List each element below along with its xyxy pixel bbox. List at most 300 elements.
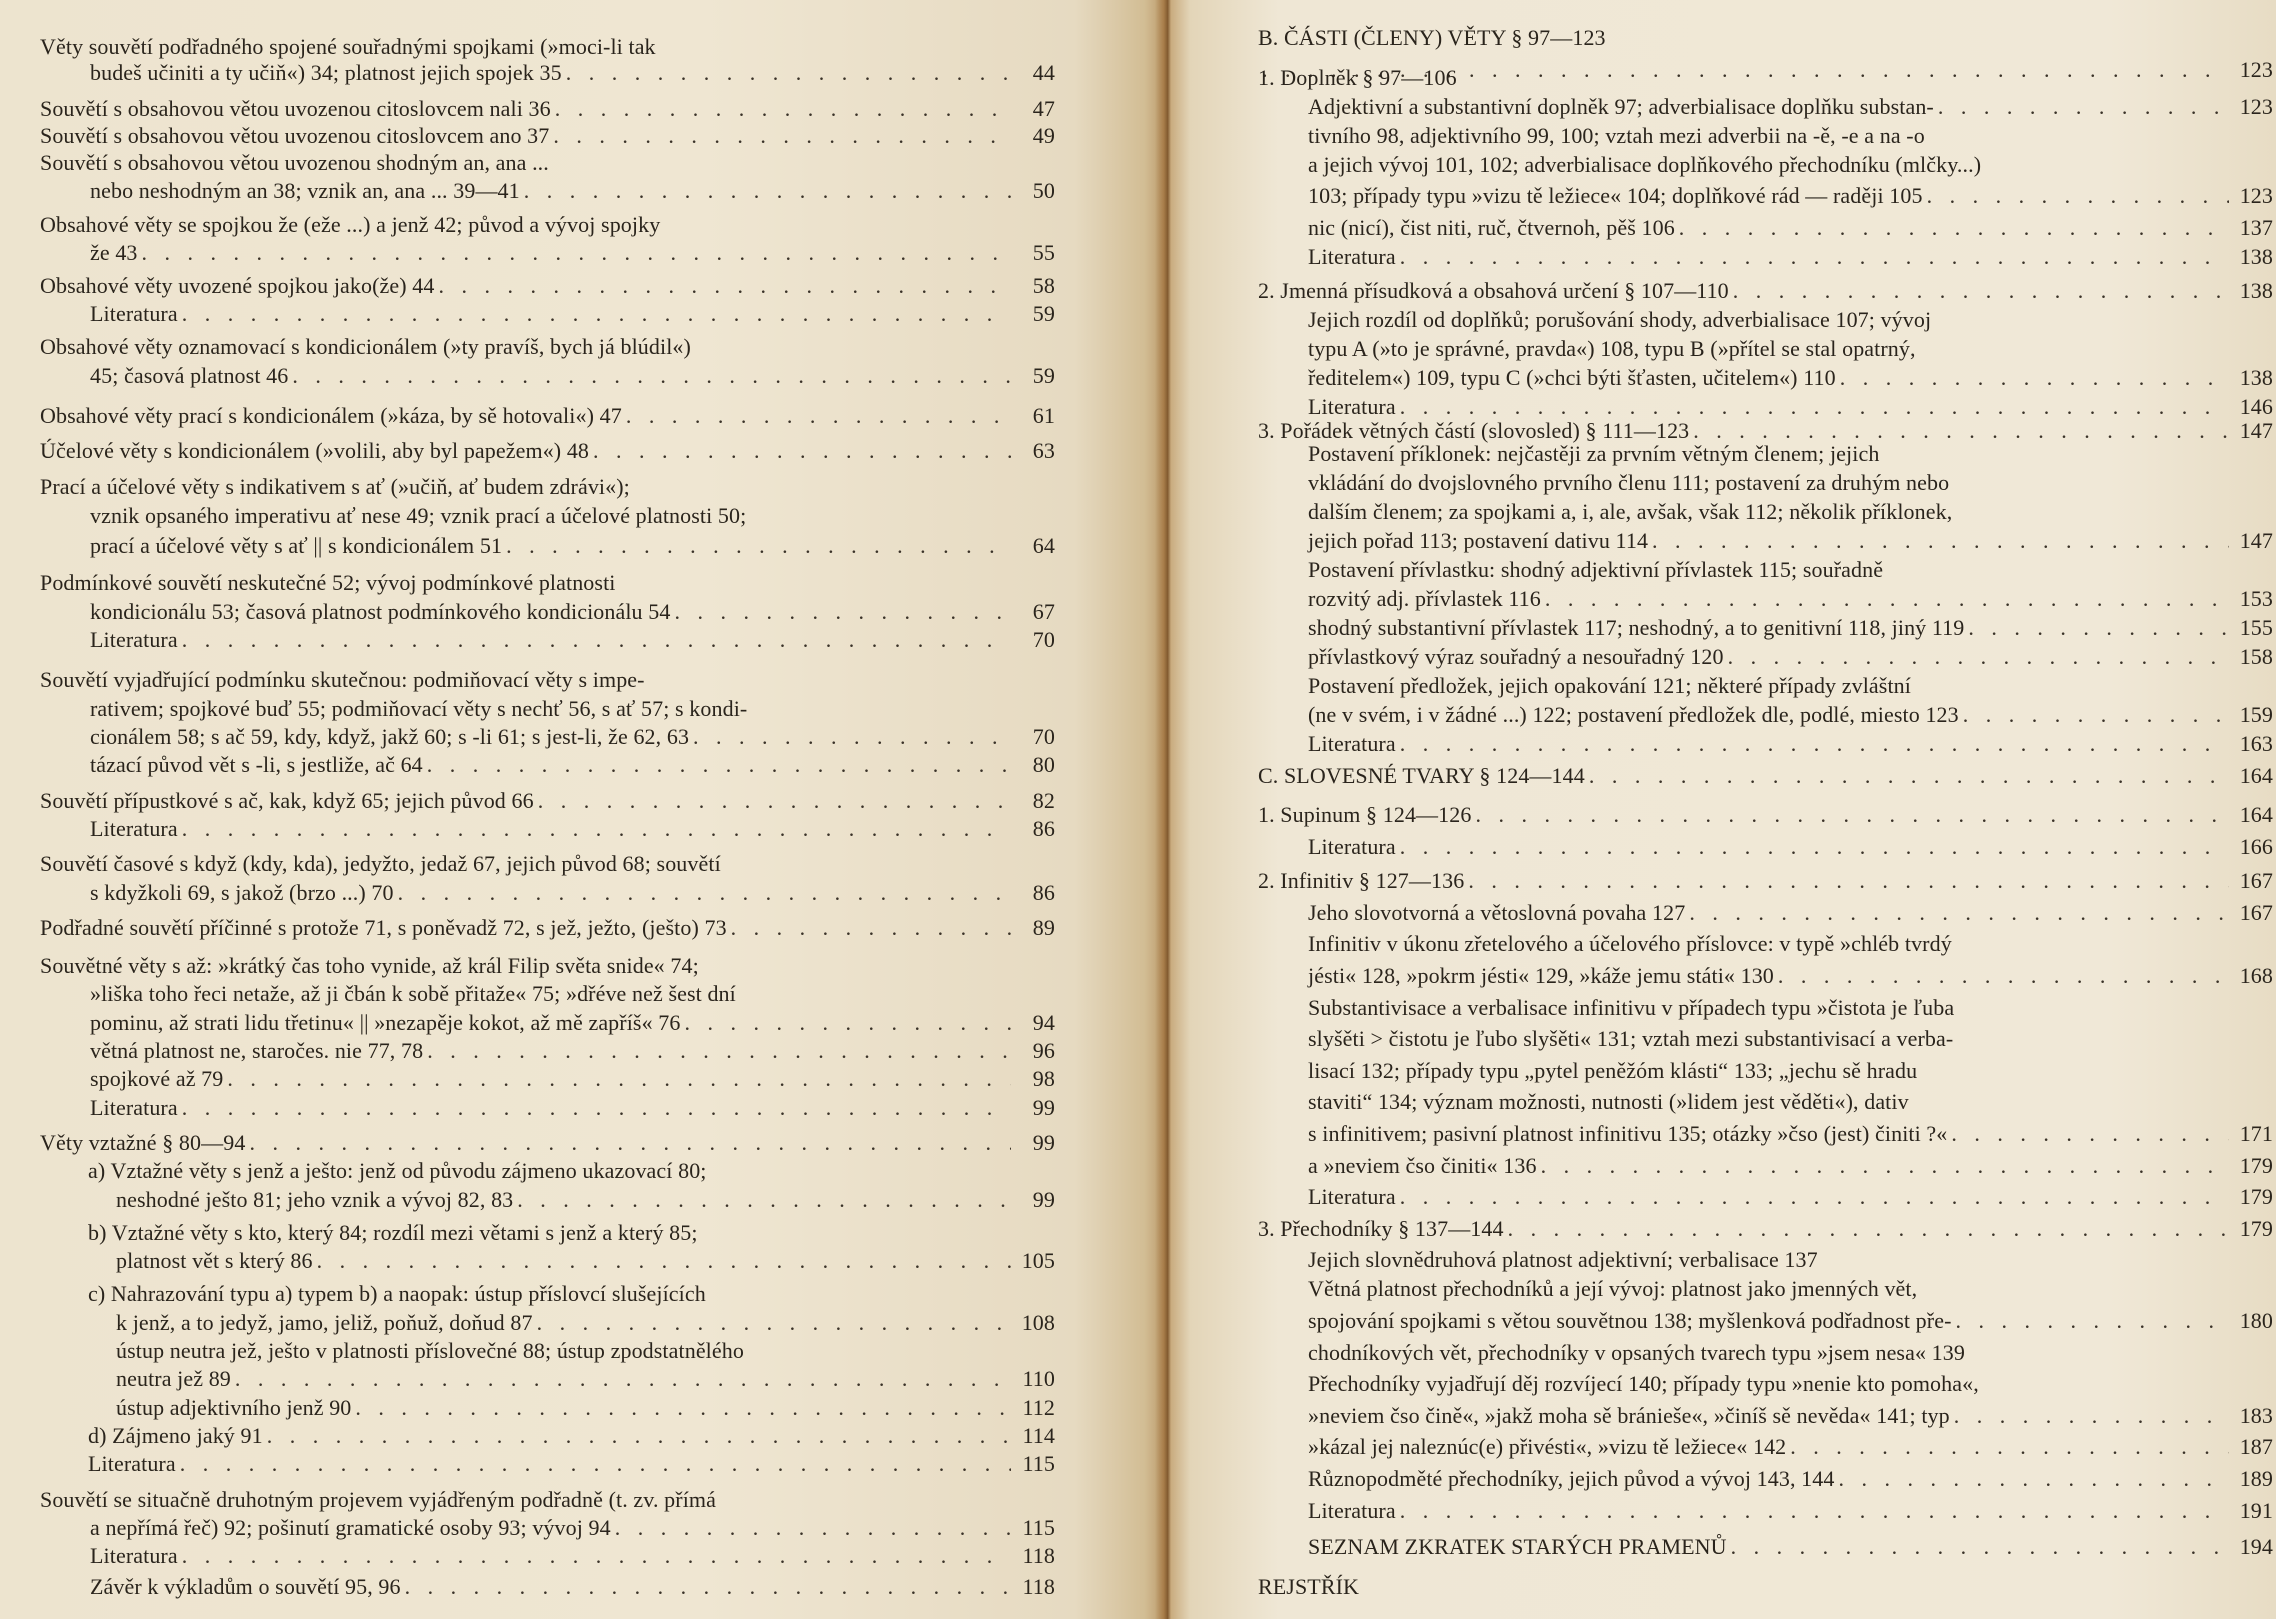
- toc-entry: [40, 1067, 1055, 1091]
- toc-entry-text: Jejich slovnědruhová platnost adjektivní; verbalisace 137: [1308, 1247, 1818, 1272]
- leader-dots: [182, 1544, 1011, 1568]
- leader-dots: [524, 179, 1011, 203]
- toc-entry: [1258, 124, 2273, 148]
- toc-entry-text: shodný substantivní přívlastek 117; neshodný, a to genitivní 118, jiný 119: [1308, 615, 1965, 640]
- toc-entry: [1258, 1467, 2273, 1491]
- toc-entry-text: 1. Doplněk § 97—106: [1258, 65, 1457, 90]
- toc-entry: [40, 881, 1055, 905]
- toc-entry: [40, 1544, 1055, 1568]
- toc-entry-text: vkládání do dvojslovného prvního členu 111; postavení za druhým nebo: [1308, 470, 1950, 495]
- page-number: 123: [2239, 94, 2273, 119]
- page-number: 167: [2239, 900, 2273, 925]
- page-number: 70: [1032, 627, 1055, 652]
- page-number: 89: [1032, 915, 1055, 940]
- toc-entry: [40, 1452, 1055, 1476]
- leader-dots: [555, 97, 1011, 121]
- toc-entry-text: ředitelem«) 109, typu C (»chci býti šťasten, učitelem«) 110: [1308, 365, 1836, 390]
- toc-entry: [1258, 558, 2273, 582]
- toc-entry: [1258, 1404, 2273, 1428]
- page-number: 147: [2239, 528, 2273, 553]
- page-number: 82: [1032, 788, 1055, 813]
- toc-entry-text: spojkové až 79: [90, 1066, 224, 1091]
- toc-entry-text: typu A (»to je správné, pravda«) 108, typu B (»přítel se stal opatrný,: [1308, 336, 1916, 361]
- page-number: 112: [1022, 1395, 1055, 1420]
- leader-dots: [142, 241, 1011, 265]
- page-number: 49: [1032, 123, 1055, 148]
- toc-entry: [1258, 529, 2273, 553]
- leader-dots: [538, 789, 1011, 813]
- leader-dots: [1400, 1499, 2229, 1523]
- toc-entry: [40, 1311, 1055, 1335]
- toc-entry-text: Účelové věty s kondicionálem (»volili, aby byl papežem«) 48: [40, 438, 590, 463]
- page-number: 99: [1032, 1187, 1055, 1212]
- toc-entry-text: prací a účelové věty s ať || s kondicionálem 51: [90, 533, 503, 558]
- toc-entry: [40, 439, 1055, 463]
- leader-dots: [427, 753, 1011, 777]
- leader-dots: [227, 1067, 1011, 1091]
- toc-entry-text: Postavení příklonek: nejčastěji za prvním větným členem; jejich: [1308, 441, 1880, 466]
- leader-dots: [1956, 1309, 2230, 1333]
- toc-entry-text: Souvětí přípustkové s ač, kak, když 65; jejich původ 66: [40, 788, 534, 813]
- toc-entry: [1258, 216, 2273, 240]
- toc-entry: [40, 1221, 1055, 1245]
- leader-dots: [1400, 395, 2229, 419]
- toc-entry-text: jejich pořad 113; postavení dativu 114: [1308, 528, 1649, 553]
- toc-entry: [1258, 869, 2273, 893]
- toc-entry: [1258, 645, 2273, 669]
- page-number: 108: [1021, 1310, 1055, 1335]
- page-number: 61: [1032, 403, 1055, 428]
- page-number: 99: [1032, 1095, 1055, 1120]
- leader-dots: [1693, 419, 2229, 443]
- page-number: 180: [2239, 1308, 2273, 1333]
- toc-entry: [1258, 901, 2273, 925]
- page-number: 98: [1032, 1066, 1055, 1091]
- toc-entry: [1258, 442, 2273, 466]
- toc-entry-text: Souvětí s obsahovou větou uvozenou shodným an, ana ...: [40, 150, 549, 175]
- leader-dots: [1838, 1467, 2229, 1491]
- toc-entry-text: nebo neshodným an 38; vznik an, ana ... 39—41: [90, 178, 520, 203]
- toc-entry: [40, 97, 1055, 121]
- leader-dots: [626, 404, 1011, 428]
- toc-entry-text: Infinitiv v úkonu zřetelového a účelového příslovce: v typě »chléb tvrdý: [1308, 931, 1952, 956]
- toc-entry: [1258, 26, 2273, 50]
- page-number: 47: [1032, 96, 1055, 121]
- page-number: 137: [2239, 215, 2273, 240]
- page-number: 63: [1032, 438, 1055, 463]
- toc-entry: [1258, 1277, 2273, 1301]
- leader-dots: [292, 364, 1011, 388]
- toc-entry: [40, 1131, 1055, 1155]
- toc-entry-text: Literatura: [1308, 1184, 1396, 1209]
- toc-entry: [1258, 1499, 2273, 1523]
- page-number: 70: [1032, 724, 1055, 749]
- toc-entry-text: ústup neutra jež, ješto v platnosti příslovečné 88; ústup zpodstatnělého: [116, 1338, 744, 1363]
- toc-entry-text: Literatura: [90, 1095, 178, 1120]
- toc-entry-text: tivního 98, adjektivního 99, 100; vztah mezi adverbii na -ě, -e a na -o: [1308, 123, 1925, 148]
- toc-entry: [1258, 1248, 2273, 1272]
- toc-entry-text: 3. Přechodníky § 137—144: [1258, 1216, 1504, 1241]
- page-number: 153: [2239, 586, 2273, 611]
- toc-entry: [1258, 996, 2273, 1020]
- toc-entry: [40, 1249, 1055, 1273]
- page-number: 96: [1032, 1038, 1055, 1063]
- leader-dots: [1790, 1435, 2229, 1459]
- toc-entry-text: B. ČÁSTI (ČLENY) VĚTY § 97—123: [1258, 25, 1606, 50]
- toc-entry: [1258, 1309, 2273, 1333]
- leader-dots: [235, 1367, 1011, 1391]
- leader-dots: [1400, 1185, 2229, 1209]
- toc-entry-text: 2. Jmenná přísudková a obsahová určení § 107—110: [1258, 278, 1729, 303]
- leader-dots: [317, 1249, 1011, 1273]
- page-number: 155: [2239, 615, 2273, 640]
- leader-dots: [1545, 587, 2229, 611]
- toc-entry: [40, 302, 1055, 326]
- page-number: 86: [1032, 880, 1055, 905]
- toc-entry-text: Věty vztažné § 80—94: [40, 1130, 246, 1155]
- toc-entry: [1258, 1154, 2273, 1178]
- toc-entry-text: nic (nicí), čist niti, ruč, čtvernoh, pěš 106: [1308, 215, 1675, 240]
- page-number: 118: [1022, 1574, 1055, 1599]
- page-number: 115: [1022, 1515, 1055, 1540]
- toc-entry: [40, 1011, 1055, 1035]
- leader-dots: [1689, 901, 2229, 925]
- toc-entry: [40, 274, 1055, 298]
- toc-entry-text: C. SLOVESNÉ TVARY § 124—144: [1258, 763, 1585, 788]
- toc-entry-text: a »neviem čso činiti« 136: [1308, 1153, 1537, 1178]
- toc-entry: [40, 982, 1055, 1006]
- toc-entry-text: Souvětí s obsahovou větou uvozenou citoslovcem ano 37: [40, 123, 550, 148]
- page-number: 158: [2239, 644, 2273, 669]
- page-number: 167: [2239, 868, 2273, 893]
- toc-entry-text: platnost vět s který 86: [116, 1248, 313, 1273]
- toc-entry-text: a jejich vývoj 101, 102; adverbialisace doplňkového přechodníku (mlčky...): [1308, 152, 1982, 177]
- leader-dots: [398, 881, 1011, 905]
- leader-dots: [506, 534, 1011, 558]
- toc-entry-text: Věty souvětí podřadného spojené souřadnými spojkami (»moci-li tak: [40, 34, 656, 59]
- toc-entry-text: »kázal jej naleznúc(e) přivésti«, »vizu tě ležiece« 142: [1308, 1434, 1787, 1459]
- toc-entry: [1258, 95, 2273, 119]
- toc-entry-text: tázací původ vět s -li, s jestliže, ač 64: [90, 752, 423, 777]
- page-number: 55: [1032, 240, 1055, 265]
- toc-entry: [40, 1039, 1055, 1063]
- leader-dots: [685, 1011, 1012, 1035]
- toc-entry: [40, 151, 1055, 175]
- toc-entry-text: vznik opsaného imperativu ať nese 49; vznik prací a účelové platnosti 50;: [90, 503, 747, 528]
- toc-entry: [40, 1424, 1055, 1448]
- toc-entry-text: k jenž, a to jedyž, jamo, jeliž, poňuž, doňud 87: [116, 1310, 533, 1335]
- toc-entry-text: Literatura: [90, 301, 178, 326]
- leader-dots: [615, 1516, 1011, 1540]
- page-number: 123: [2239, 183, 2273, 208]
- toc-entry-text: budeš učiniti a ty učiň«) 34; platnost jejich spojek 35: [90, 60, 562, 85]
- toc-entry: [40, 600, 1055, 624]
- toc-entry-text: Literatura: [90, 1543, 178, 1568]
- toc-entry-text: 45; časová platnost 46: [90, 363, 289, 388]
- leader-dots: [537, 1311, 1011, 1335]
- toc-entry: [40, 1096, 1055, 1120]
- toc-entry: [40, 628, 1055, 652]
- leader-dots: [1468, 869, 2229, 893]
- leader-dots: [1840, 366, 2229, 390]
- leader-dots: [1400, 835, 2229, 859]
- toc-entry-text: Přechodníky vyjadřují děj rozvíjecí 140; případy typu »nenie kto pomoha«,: [1308, 1371, 1979, 1396]
- toc-entry: [40, 789, 1055, 813]
- toc-entry-text: s infinitivem; pasivní platnost infinitivu 135; otázky »čso (jest) činiti ?«: [1308, 1121, 1948, 1146]
- page-number: 164: [2239, 763, 2273, 788]
- page-number: 59: [1032, 301, 1055, 326]
- leader-dots: [182, 302, 1011, 326]
- leader-dots: [593, 439, 1011, 463]
- page-number: 110: [1022, 1366, 1055, 1391]
- toc-entry: [1258, 1185, 2273, 1209]
- page-number: 146: [2239, 394, 2273, 419]
- page-number: 179: [2239, 1153, 2273, 1178]
- toc-entry-text: b) Vztažné věty s kto, který 84; rozdíl mezi větami s jenž a který 85;: [88, 1220, 698, 1245]
- toc-entry-text: REJSTŘÍK: [1258, 1574, 1360, 1599]
- toc-entry-text: 3. Pořádek větných částí (slovosled) § 111—123: [1258, 418, 1690, 443]
- toc-entry: [1258, 1122, 2273, 1146]
- toc-entry: [40, 364, 1055, 388]
- toc-entry-text: chodníkových vět, přechodníky v opsaných tvarech typu »jsem nesa« 139: [1308, 1340, 1965, 1365]
- toc-entry: [1258, 153, 2273, 177]
- toc-entry-text: Prací a účelové věty s indikativem s ať (»učiň, ať budem zdrávi«);: [40, 474, 630, 499]
- toc-entry: [40, 571, 1055, 595]
- toc-entry-text: rozvitý adj. přívlastek 116: [1308, 586, 1541, 611]
- page-number: 138: [2239, 244, 2273, 269]
- toc-entry: [1258, 1575, 2273, 1599]
- toc-entry-text: Souvětné věty s až: »krátký čas toho vynide, až král Filip světa snide« 74;: [40, 953, 699, 978]
- toc-entry-text: s kdyžkoli 69, s jakož (brzo ...) 70: [90, 880, 394, 905]
- page-number: 179: [2239, 1216, 2273, 1241]
- toc-entry-text: neutra jež 89: [116, 1366, 231, 1391]
- leader-dots: [566, 61, 1011, 85]
- leader-dots: [674, 600, 1011, 624]
- page-number: 164: [2239, 802, 2273, 827]
- toc-entry-text: rativem; spojkové buď 55; podmiňovací věty s nechť 56, s ať 57; s kondi-: [90, 696, 748, 721]
- page-number: 64: [1032, 533, 1055, 558]
- page-number: 67: [1032, 599, 1055, 624]
- toc-entry: [1258, 1090, 2273, 1114]
- leader-dots: [731, 916, 1011, 940]
- toc-entry: [1258, 395, 2273, 419]
- leader-dots: [1938, 95, 2229, 119]
- toc-entry: [1258, 1059, 2273, 1083]
- toc-entry: [40, 1367, 1055, 1391]
- page-number: 138: [2239, 278, 2273, 303]
- page-number: 159: [2239, 702, 2273, 727]
- page-number: 50: [1032, 178, 1055, 203]
- toc-entry-text: Jejich rozdíl od doplňků; porušování shody, adverbialisace 107; vývoj: [1308, 307, 1932, 332]
- page-number: 44: [1032, 60, 1055, 85]
- toc-entry: [1258, 500, 2273, 524]
- toc-entry: [40, 697, 1055, 721]
- toc-entry-text: přívlastkový výraz souřadný a nesouřadný 120: [1308, 644, 1724, 669]
- page-number: 179: [2239, 1184, 2273, 1209]
- toc-entry: [40, 404, 1055, 428]
- leader-dots: [1954, 1404, 2229, 1428]
- toc-entry-text: spojování spojkami s větou souvětnou 138; myšlenková podřadnost pře-: [1308, 1308, 1952, 1333]
- leader-dots: [1541, 1154, 2229, 1178]
- leader-dots: [427, 1039, 1011, 1063]
- page-number: 183: [2239, 1403, 2273, 1428]
- page-number: 115: [1022, 1451, 1055, 1476]
- toc-entry-text: Jeho slovotvorná a větoslovná povaha 127: [1308, 900, 1686, 925]
- toc-entry-text: Literatura: [90, 816, 178, 841]
- leader-dots: [1731, 1535, 2229, 1559]
- toc-entry-text: dalším členem; za spojkami a, i, ale, avšak, však 112; několik příklonek,: [1308, 499, 1953, 524]
- leader-dots: [267, 1424, 1011, 1448]
- leader-dots: [1679, 216, 2229, 240]
- toc-entry-text: jésti« 128, »pokrm jésti« 129, »káže jemu státi« 130: [1308, 963, 1774, 988]
- toc-entry-text: Souvětí se situačně druhotným projevem vyjádřeným podřadně (t. zv. přímá: [40, 1487, 716, 1512]
- page-number: 138: [2239, 365, 2273, 390]
- toc-entry-text: d) Zájmeno jaký 91: [88, 1423, 263, 1448]
- leader-dots: [405, 1575, 1011, 1599]
- toc-entry-text: kondicionálu 53; časová platnost podmínkového kondicionálu 54: [90, 599, 671, 624]
- toc-entry-text: 1. Supinum § 124—126: [1258, 802, 1472, 827]
- toc-entry-text: Závěr k výkladům o souvětí 95, 96: [90, 1574, 401, 1599]
- toc-entry: [40, 852, 1055, 876]
- toc-entry: [40, 1396, 1055, 1420]
- toc-entry: [40, 179, 1055, 203]
- toc-entry: [1258, 184, 2273, 208]
- toc-entry-text: Různopodměté přechodníky, jejich původ a vývoj 143, 144: [1308, 1466, 1835, 1491]
- toc-entry: [1258, 245, 2273, 269]
- toc-entry-text: (ne v svém, i v žádné ...) 122; postavení předložek dle, podlé, miesto 123: [1308, 702, 1959, 727]
- page-number: 187: [2239, 1434, 2273, 1459]
- toc-entry: [40, 213, 1055, 237]
- toc-entry: [40, 753, 1055, 777]
- toc-entry: [1258, 1535, 2273, 1559]
- page-number: 58: [1032, 273, 1055, 298]
- toc-entry: [40, 725, 1055, 749]
- page-number: 168: [2239, 963, 2273, 988]
- toc-entry: [40, 241, 1055, 265]
- toc-entry-text: Souvětí s obsahovou větou uvozenou citoslovcem nali 36: [40, 96, 551, 121]
- toc-entry: [1258, 835, 2273, 859]
- toc-entry-text: Podřadné souvětí příčinné s protože 71, s poněvadž 72, s jež, ježto, (ješto) 73: [40, 915, 727, 940]
- leader-dots: [553, 124, 1011, 148]
- toc-entry: [40, 61, 1055, 85]
- toc-entry-text: ústup adjektivního jenž 90: [116, 1395, 352, 1420]
- leader-dots: [1733, 279, 2229, 303]
- toc-entry-text: Postavení předložek, jejich opakování 121; některé případy zvláštní: [1308, 673, 1911, 698]
- toc-entry: [40, 335, 1055, 359]
- toc-entry: [40, 1575, 1055, 1599]
- book-gutter: [1155, 0, 1171, 1619]
- toc-entry-text: 103; případy typu »vizu tě ležiece« 104; doplňkové rád — raději 105: [1308, 183, 1923, 208]
- toc-entry-text: pominu, až strati lidu třetinu« || »nezapěje kokot, až mě zapříš« 76: [90, 1010, 681, 1035]
- toc-entry-text: Větná platnost přechodníků a její vývoj: platnost jako jmenných vět,: [1308, 1276, 1918, 1301]
- leader-dots: [1508, 1217, 2229, 1241]
- toc-entry: [1258, 419, 2273, 443]
- page-number: 59: [1032, 363, 1055, 388]
- toc-entry-text: a) Vztažné věty s jenž a ješto: jenž od původu zájmeno ukazovací 80;: [88, 1158, 707, 1183]
- toc-entry: [40, 1188, 1055, 1212]
- toc-entry: [1258, 803, 2273, 827]
- toc-entry: [1258, 366, 2273, 390]
- toc-entry: [1258, 1217, 2273, 1241]
- page-number: 94: [1032, 1010, 1055, 1035]
- toc-entry: [1258, 471, 2273, 495]
- toc-entry: [40, 504, 1055, 528]
- toc-entry: [1258, 1435, 2273, 1459]
- leader-dots: [1589, 764, 2229, 788]
- toc-entry-text: Literatura: [1308, 731, 1396, 756]
- toc-entry: [1258, 703, 2273, 727]
- toc-entry: [40, 1282, 1055, 1306]
- toc-entry-text: »liška toho řeci netaže, až ji čbán k sobě přitaže« 75; »dřéve než šest dní: [90, 981, 736, 1006]
- toc-entry-text: Souvětí časové s když (kdy, kda), jedyžto, jedaž 67, jejich původ 68; souvětí: [40, 851, 721, 876]
- toc-entry: [40, 1516, 1055, 1540]
- toc-entry: [1258, 732, 2273, 756]
- toc-entry: [1258, 279, 2273, 303]
- leader-dots: [1400, 732, 2229, 756]
- toc-entry: [1258, 674, 2273, 698]
- toc-entry-text: Obsahové věty uvozené spojkou jako(že) 44: [40, 273, 435, 298]
- leader-dots: [355, 1396, 1011, 1420]
- toc-entry-text: Literatura: [1308, 394, 1396, 419]
- toc-entry: [1258, 964, 2273, 988]
- toc-entry-text: neshodné ješto 81; jeho vznik a vývoj 82, 83: [116, 1187, 514, 1212]
- leader-dots: [182, 817, 1011, 841]
- toc-entry-text: a nepřímá řeč) 92; pošinutí gramatické osoby 93; vývoj 94: [90, 1515, 611, 1540]
- leader-dots: [1400, 245, 2229, 269]
- leader-dots: [438, 274, 1011, 298]
- toc-entry-text: Literatura: [90, 627, 178, 652]
- toc-entry-text: že 43: [90, 240, 138, 265]
- toc-entry-text: Substantivisace a verbalisace infinitivu v případech typu »čistota je ľuba: [1308, 995, 1955, 1020]
- leader-dots: [1728, 645, 2229, 669]
- toc-entry-text: větná platnost ne, staročes. nie 77, 78: [90, 1038, 424, 1063]
- page-number: 171: [2239, 1121, 2273, 1146]
- toc-entry: [40, 534, 1055, 558]
- toc-entry: [1258, 1372, 2273, 1396]
- toc-entry: [1258, 932, 2273, 956]
- page-number: 194: [2239, 1534, 2273, 1559]
- page-number: 191: [2239, 1498, 2273, 1523]
- toc-entry-text: Literatura: [88, 1451, 176, 1476]
- toc-entry-text: cionálem 58; s ač 59, kdy, když, jakž 60; s -li 61; s jest-li, že 62, 63: [90, 724, 690, 749]
- toc-entry: [40, 1339, 1055, 1363]
- leader-dots: [517, 1188, 1011, 1212]
- toc-entry: [1258, 337, 2273, 361]
- toc-entry: [40, 35, 1055, 59]
- toc-entry-text: Postavení přívlastku: shodný adjektivní přívlastek 115; souřadně: [1308, 557, 1884, 582]
- toc-entry: [40, 954, 1055, 978]
- toc-entry-text: slyšěti > čistotu je ľubo slyšěti« 131; vztah mezi substantivisací a verba-: [1308, 1026, 1954, 1051]
- toc-entry: [1258, 1027, 2273, 1051]
- toc-entry: [40, 916, 1055, 940]
- toc-entry: [40, 1488, 1055, 1512]
- toc-entry-text: c) Nahrazování typu a) typem b) a naopak: ústup příslovcí slušejících: [88, 1281, 706, 1306]
- page-number: 99: [1032, 1130, 1055, 1155]
- toc-entry-text: Literatura: [1308, 834, 1396, 859]
- toc-entry-text: lisací 132; případy typu „pytel peněžóm klásti“ 133; „jechu sě hradu: [1308, 1058, 1918, 1083]
- toc-entry: [1258, 1341, 2273, 1365]
- leader-dots: [1475, 803, 2229, 827]
- leader-dots: [182, 628, 1011, 652]
- leader-dots: [1927, 184, 2229, 208]
- leader-dots: [1951, 1122, 2229, 1146]
- page-number: 163: [2239, 731, 2273, 756]
- toc-entry-text: 2. Infinitiv § 127—136: [1258, 868, 1465, 893]
- toc-entry-text: Obsahové věty se spojkou že (eže ...) a jenž 42; původ a vývoj spojky: [40, 212, 661, 237]
- toc-entry: [40, 124, 1055, 148]
- page-number: 118: [1022, 1543, 1055, 1568]
- toc-entry: [40, 668, 1055, 692]
